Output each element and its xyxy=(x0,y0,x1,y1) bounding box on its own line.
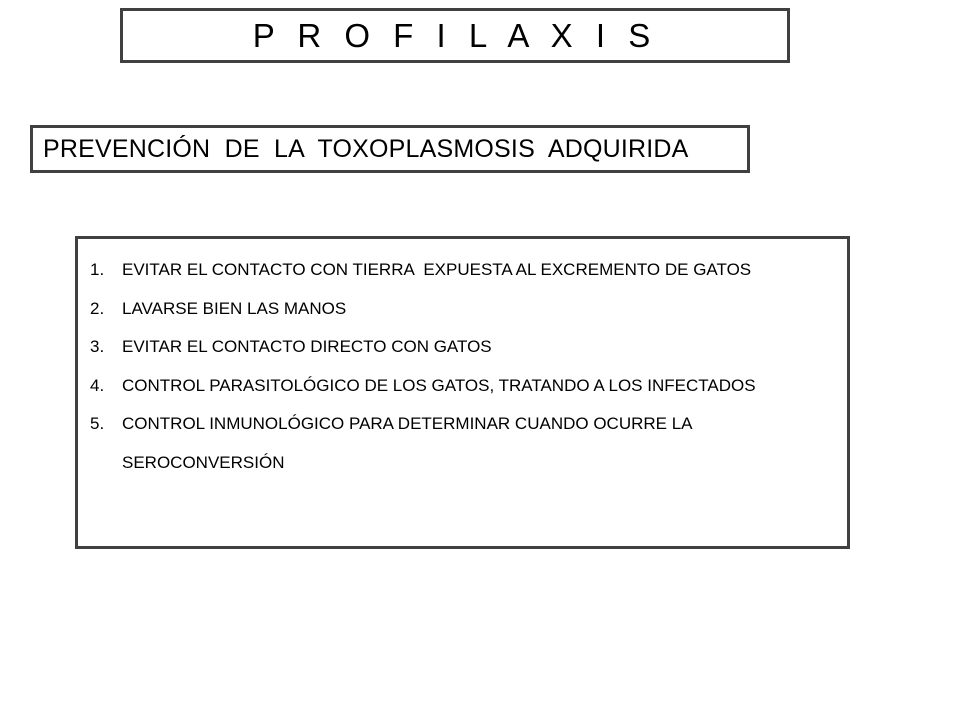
subtitle-box xyxy=(30,125,750,173)
prevention-list-box xyxy=(75,236,850,549)
title-box xyxy=(120,8,790,63)
list-item-text: EVITAR EL CONTACTO CON TIERRA EXPUESTA AL EXCREMENTO DE GATOS xyxy=(122,260,752,279)
list-item xyxy=(90,290,837,329)
slide-title: P R O F I L A X I S xyxy=(252,17,658,54)
list-item-text: CONTROL INMUNOLÓGICO PARA DETERMINAR CUANDO OCURRE LA SEROCONVERSIÓN xyxy=(122,414,692,472)
slide-subtitle: PREVENCIÓN DE LA TOXOPLASMOSIS ADQUIRIDA xyxy=(43,134,689,163)
list-item-number: 4. xyxy=(90,375,105,395)
list-item-text: CONTROL PARASITOLÓGICO DE LOS GATOS, TRATANDO A LOS INFECTADOS xyxy=(122,375,756,395)
list-item-number: 3. xyxy=(90,337,105,356)
list-item xyxy=(90,251,837,290)
list-item-text: EVITAR EL CONTACTO DIRECTO CON GATOS xyxy=(122,337,492,356)
list-item-number: 2. xyxy=(90,298,105,318)
list-item xyxy=(90,367,837,406)
list-item xyxy=(90,405,837,482)
prevention-list xyxy=(90,251,837,482)
list-item-text: LAVARSE BIEN LAS MANOS xyxy=(122,298,347,318)
list-item xyxy=(90,328,837,367)
list-item-number: 1. xyxy=(90,260,105,279)
list-item-number: 5. xyxy=(90,414,105,433)
